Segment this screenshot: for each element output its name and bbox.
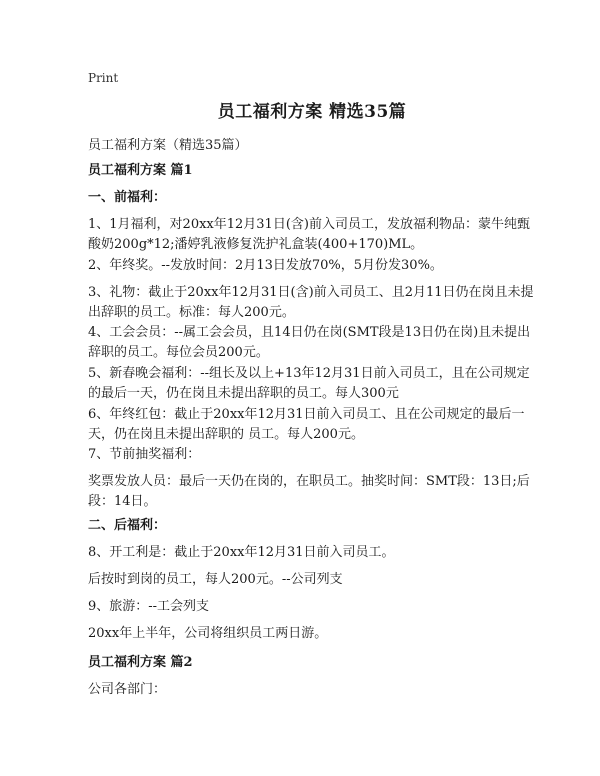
print-label: Print — [88, 71, 119, 85]
item-9-paragraph: 9、旅游：--工会列支 — [88, 599, 210, 614]
item-6-paragraph: 6、年终红包：截止于20xx年12月31日前入司员工、且在公司规定的最后一天，仍在岗且未提出辞职的 员工。每人200元。 — [88, 407, 525, 442]
part-2-heading: 二、后福利： — [88, 518, 167, 533]
item-5-paragraph: 5、新春晚会福利：--组长及以上+13年12月31日前入司员工，且在公司规定的最后一天，仍在岗且未提出辞职的员工。每人300元 — [88, 366, 530, 401]
part-1-heading: 一、前福利： — [88, 190, 167, 205]
item-7-detail-paragraph: 奖票发放人员：最后一天仍在岗的，在职员工。抽奖时间：SMT段：13日;后段：14日。 — [88, 474, 530, 509]
item-1-paragraph: 1、1月福利，对20xx年12月31日(含)前入司员工，发放福利物品：蒙牛纯甄酸奶200g*12;潘婷乳液修复洗护礼盒装(400+170)ML。 — [88, 217, 530, 252]
section-2-heading: 员工福利方案 篇2 — [88, 655, 193, 670]
item-2-paragraph: 2、年终奖。--发放时间：2月13日发放70%，5月份发30%。 — [88, 258, 443, 273]
item-7-paragraph: 7、节前抽奖福利： — [88, 447, 201, 462]
section-1-heading: 员工福利方案 篇1 — [88, 163, 193, 178]
item-4-paragraph: 4、工会会员：--属工会会员，且14日仍在岗(SMT段是13日仍在岗)且未提出辞职的员工。每位会员200元。 — [88, 325, 531, 360]
item-8-paragraph: 8、开工利是：截止于20xx年12月31日前入司员工。 — [88, 545, 395, 560]
item-8-detail-paragraph: 后按时到岗的员工，每人200元。--公司列支 — [88, 572, 343, 587]
item-9-detail-paragraph: 20xx年上半年，公司将组织员工两日游。 — [88, 626, 328, 641]
closing-paragraph: 公司各部门： — [88, 682, 167, 697]
item-3-paragraph: 3、礼物：截止于20xx年12月31日(含)前入司员工、且2月11日仍在岗且未提出辞职的员工。标准：每人200元。 — [88, 285, 534, 320]
document-title: 员工福利方案 精选35篇 — [217, 102, 407, 122]
document-subtitle: 员工福利方案（精选35篇） — [88, 138, 248, 153]
